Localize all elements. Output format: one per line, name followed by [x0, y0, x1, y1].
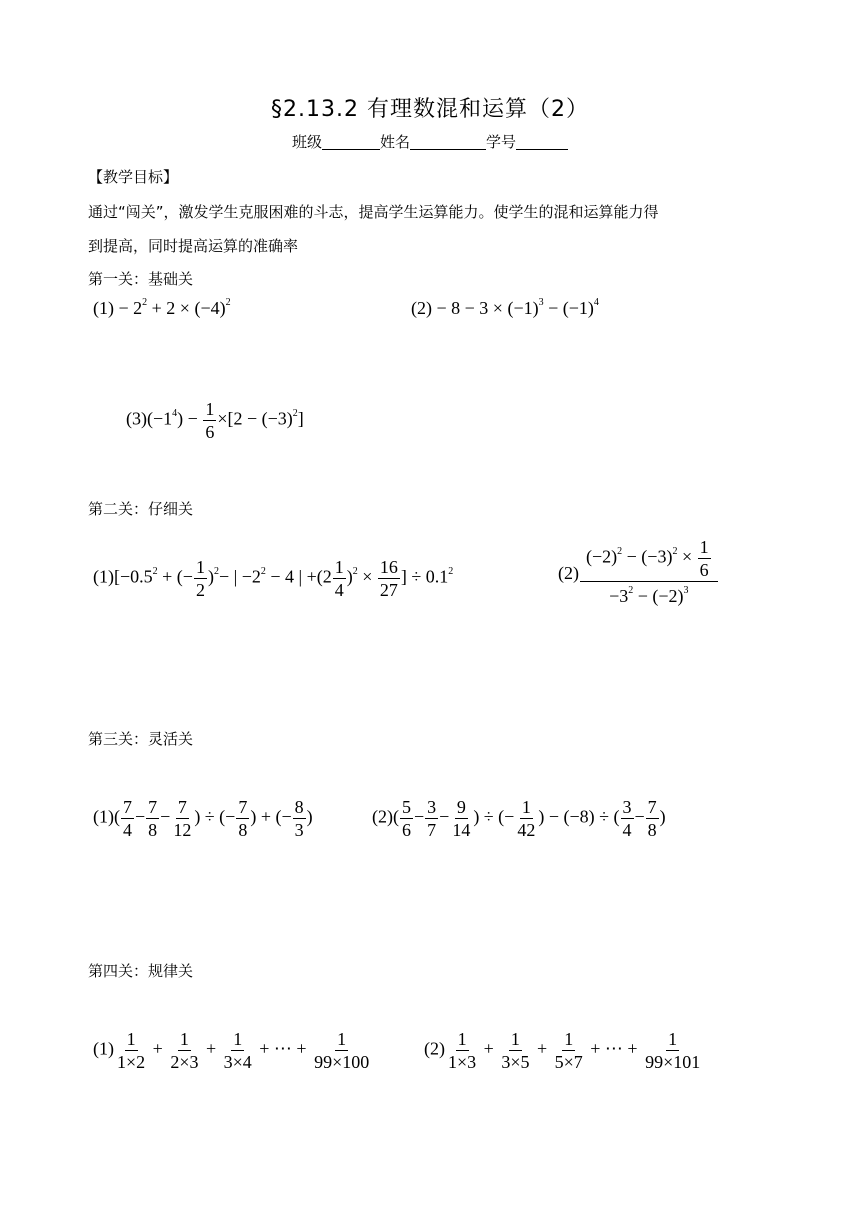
level3-heading: 第三关：灵活关 — [88, 730, 194, 748]
level4-heading: 第四关：规律关 — [88, 962, 194, 980]
name-blank[interactable] — [410, 133, 486, 150]
level4-problem-1: (1) $\frac{1}{1\times 2}$ + $\frac{1}{2\times 3}$ + $\frac{1}{3\times 4}$ + ⋯ + $\frac{1}{99\times 100}$ — [93, 1029, 370, 1072]
goal-text-line-1: 通过“闯关”，激发学生克服困难的斗志，提高学生运算能力。使学生的混和运算能力得 — [88, 203, 659, 221]
name-label: 姓名 — [379, 133, 410, 151]
level2-problem-2: (2) $(-2)^2 - (-3)^2$ × $\frac{1}{6}$ $-3^2 - (-2)^3$ — [558, 536, 719, 614]
level1-problem-2: $(2) - 8 - 3 \times (-1)^3 - (-1)^4$ — [411, 297, 599, 318]
student-info-line — [0, 131, 860, 152]
level2-problem-1: $(1)[-0.5^2$ + (− $\frac{1}{2}$ )$^2$− | $-2^2 - 4$ | +(2 $\frac{1}{4}$ )$^2$ × $\frac{16}{27}$ ] ÷ $0.1^2$ — [93, 557, 454, 600]
goal-text-line-2: 到提高，同时提高运算的准确率 — [88, 237, 299, 255]
level3-problem-1: (1)( $\frac{7}{4}$ − $\frac{7}{8}$ − $\frac{7}{12}$ ) ÷ (− $\frac{7}{8}$ ) + (− $\frac{8}{3}$ ) — [93, 797, 313, 840]
page-title: §2.13.2 有理数混和运算（2） — [271, 97, 589, 122]
id-blank[interactable] — [516, 133, 568, 150]
level1-problem-3: $(3)(-1^4)$ − $\frac{1}{6}$ $\times[2 - (-3)^2]$ — [126, 399, 304, 442]
id-label: 学号 — [486, 133, 517, 151]
goal-heading: 【教学目标】 — [88, 168, 179, 186]
level2-heading: 第二关：仔细关 — [88, 500, 194, 518]
level1-heading: 第一关：基础关 — [88, 270, 194, 288]
level1-problem-1: $(1) - 2^2 + 2 \times (-4)^2$ — [93, 297, 231, 318]
level3-problem-2: (2)( $\frac{5}{6}$ − $\frac{3}{7}$ − $\frac{9}{14}$ ) ÷ (− $\frac{1}{42}$ ) − (−8) ÷ ( $\frac{3}{4}$ − $\frac{7}{8}$ ) — [372, 797, 666, 840]
class-blank[interactable] — [322, 133, 380, 150]
class-label: 班级 — [291, 133, 322, 151]
level4-problem-2: (2) $\frac{1}{1\times 3}$ + $\frac{1}{3\times 5}$ + $\frac{1}{5\times 7}$ + ⋯ + $\frac{1}{99\times 101}$ — [424, 1029, 701, 1072]
